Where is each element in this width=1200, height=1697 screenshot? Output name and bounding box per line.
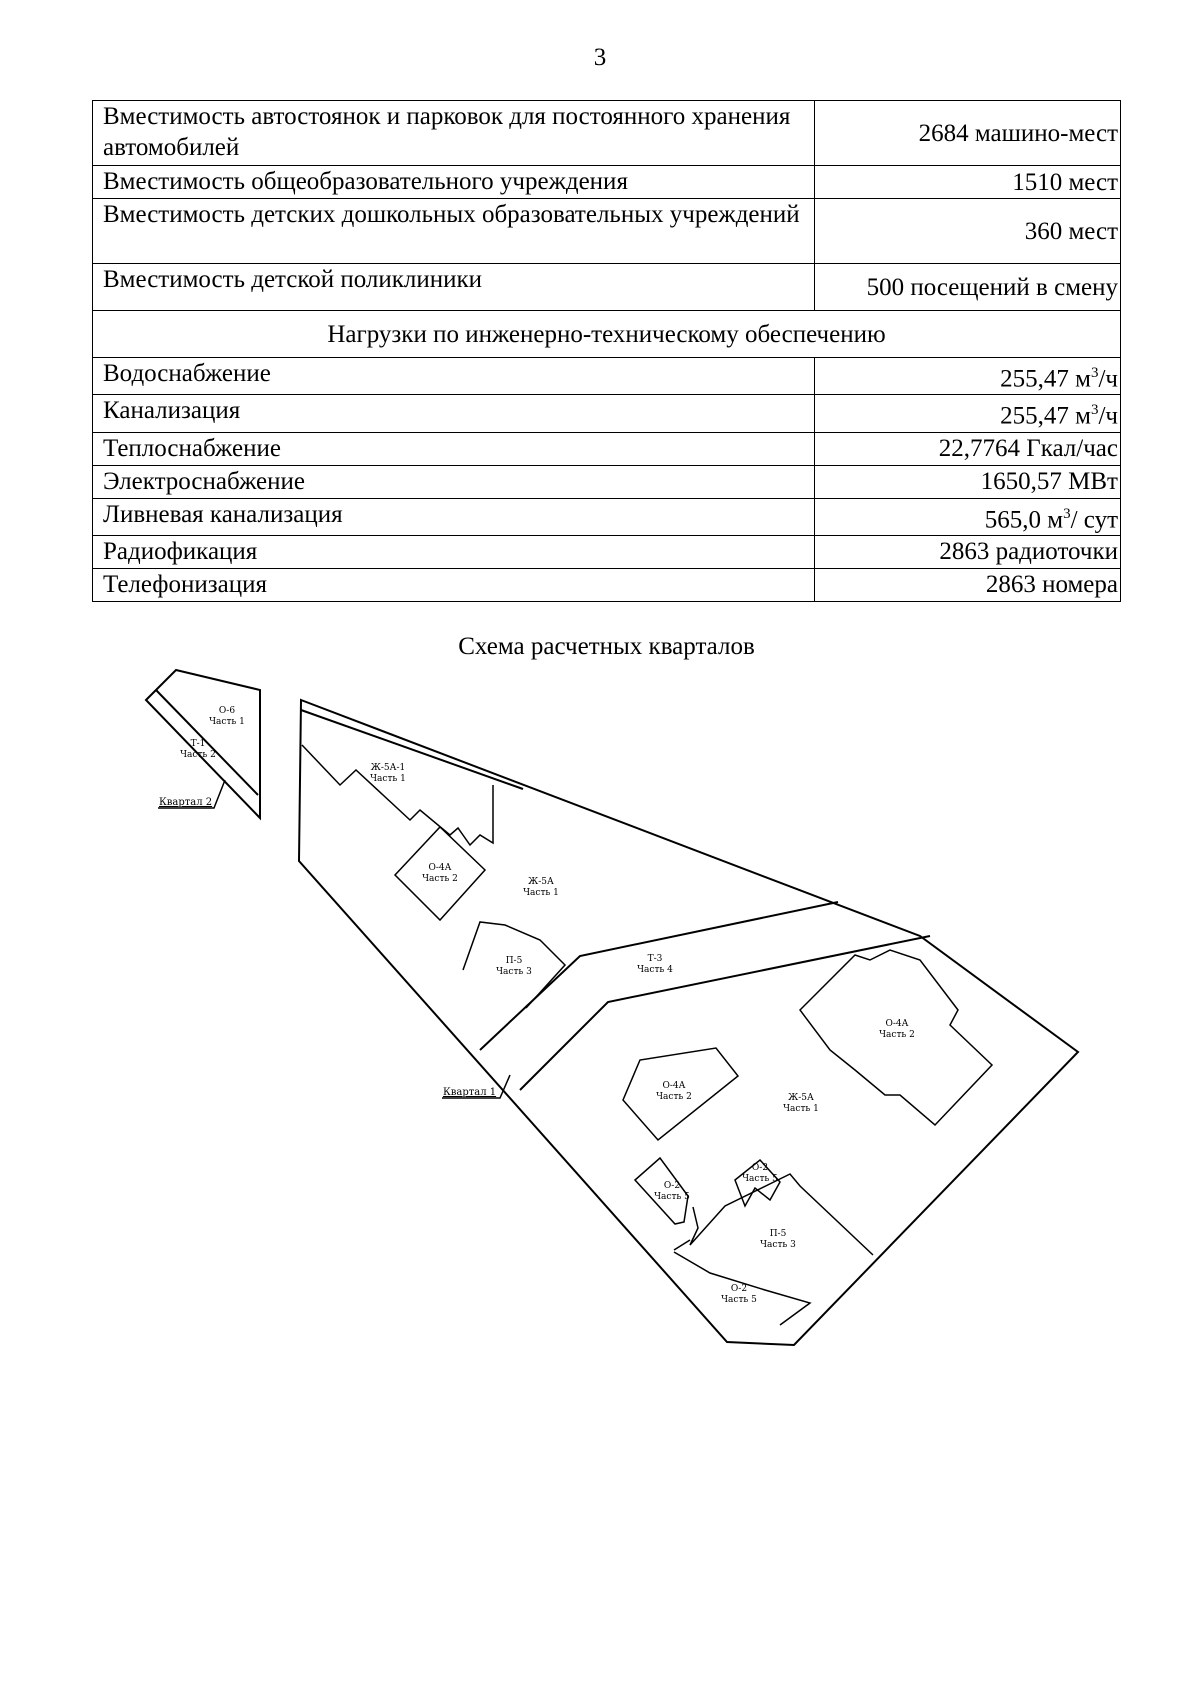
row-value: 1650,57 МВт bbox=[815, 465, 1121, 498]
svg-text:Часть 5: Часть 5 bbox=[654, 1192, 690, 1202]
row-value: 255,47 $м^3/ч$ bbox=[815, 395, 1121, 432]
svg-text:Часть 1: Часть 1 bbox=[370, 774, 406, 784]
svg-text:Часть 5: Часть 5 bbox=[742, 1174, 778, 1184]
row-value: 565,0 $м^3/$ сут bbox=[815, 498, 1121, 535]
svg-text:Т-1: Т-1 bbox=[190, 739, 206, 749]
svg-text:О-2: О-2 bbox=[751, 1163, 769, 1173]
section-header: Нагрузки по инженерно-техническому обеспечению bbox=[93, 311, 1121, 358]
block-1-outline bbox=[299, 700, 1078, 1345]
zone-label bbox=[637, 954, 673, 975]
svg-text:Часть 2: Часть 2 bbox=[180, 750, 216, 760]
svg-text:Часть 5: Часть 5 bbox=[721, 1295, 757, 1305]
zone-label bbox=[721, 1284, 757, 1305]
svg-text:Часть 2: Часть 2 bbox=[656, 1092, 692, 1102]
zone-label bbox=[496, 956, 532, 977]
zone-label bbox=[742, 1163, 778, 1184]
svg-text:Часть 1: Часть 1 bbox=[783, 1104, 819, 1114]
row-label: Вместимость общеобразовательного учреждения bbox=[93, 166, 815, 199]
row-value: 360 мест bbox=[815, 199, 1121, 264]
svg-text:Ж-5А-1: Ж-5А-1 bbox=[370, 763, 406, 773]
row-value: 2684 машино-мест bbox=[815, 101, 1121, 166]
svg-text:Квартал 2: Квартал 2 bbox=[159, 797, 213, 808]
row-label: Электроснабжение bbox=[93, 465, 815, 498]
svg-text:Часть 1: Часть 1 bbox=[523, 888, 559, 898]
svg-text:Квартал 1: Квартал 1 bbox=[443, 1087, 497, 1098]
svg-text:Ж-5А: Ж-5А bbox=[528, 877, 554, 887]
row-label: Ливневая канализация bbox=[93, 498, 815, 535]
row-label: Теплоснабжение bbox=[93, 432, 815, 465]
svg-text:Ж-5А: Ж-5А bbox=[788, 1093, 814, 1103]
zone-label bbox=[654, 1181, 690, 1202]
row-label: Водоснабжение bbox=[93, 358, 815, 395]
zone-label bbox=[879, 1019, 915, 1040]
row-label: Телефонизация bbox=[93, 568, 815, 601]
svg-text:Часть 3: Часть 3 bbox=[760, 1240, 796, 1250]
row-value: 1510 мест bbox=[815, 166, 1121, 199]
svg-text:О-4А: О-4А bbox=[885, 1019, 909, 1029]
zone-label bbox=[656, 1081, 692, 1102]
svg-text:Часть 2: Часть 2 bbox=[879, 1030, 915, 1040]
row-value: 500 посещений в смену bbox=[815, 264, 1121, 311]
svg-text:О-4А: О-4А bbox=[662, 1081, 686, 1091]
zone-label bbox=[209, 706, 245, 727]
svg-text:О-2: О-2 bbox=[730, 1284, 748, 1294]
row-value: 22,7764 Гкал/час bbox=[815, 432, 1121, 465]
svg-text:Часть 2: Часть 2 bbox=[422, 874, 458, 884]
svg-text:Часть 3: Часть 3 bbox=[496, 967, 532, 977]
svg-text:О-2: О-2 bbox=[663, 1181, 681, 1191]
svg-text:Т-3: Т-3 bbox=[647, 954, 663, 964]
zone-label bbox=[783, 1093, 819, 1114]
zone-label bbox=[523, 877, 559, 898]
row-label: Канализация bbox=[93, 395, 815, 432]
page-number: 3 bbox=[593, 44, 607, 71]
row-value: 2863 номера bbox=[815, 568, 1121, 601]
row-value: 255,47 $м^3/ч$ bbox=[815, 358, 1121, 395]
svg-text:Часть 4: Часть 4 bbox=[637, 965, 673, 975]
zone-label bbox=[760, 1229, 796, 1250]
block-2-callout bbox=[158, 780, 225, 808]
row-value: 2863 радиоточки bbox=[815, 535, 1121, 568]
row-label: Радиофикация bbox=[93, 535, 815, 568]
row-label: Вместимость детской поликлиники bbox=[93, 264, 815, 311]
row-label: Вместимость детских дошкольных образовательных учреждений bbox=[93, 199, 815, 264]
scheme-title: Схема расчетных кварталов bbox=[458, 633, 755, 660]
svg-text:О-4А: О-4А bbox=[428, 863, 452, 873]
row-label: Вместимость автостоянок и парковок для постоянного хранения автомобилей bbox=[93, 101, 815, 166]
svg-text:Часть 1: Часть 1 bbox=[209, 717, 245, 727]
zone-label bbox=[422, 863, 458, 884]
zone-label bbox=[370, 763, 406, 784]
svg-text:П-5: П-5 bbox=[769, 1229, 787, 1239]
svg-text:П-5: П-5 bbox=[505, 956, 523, 966]
svg-text:О-6: О-6 bbox=[218, 706, 236, 716]
